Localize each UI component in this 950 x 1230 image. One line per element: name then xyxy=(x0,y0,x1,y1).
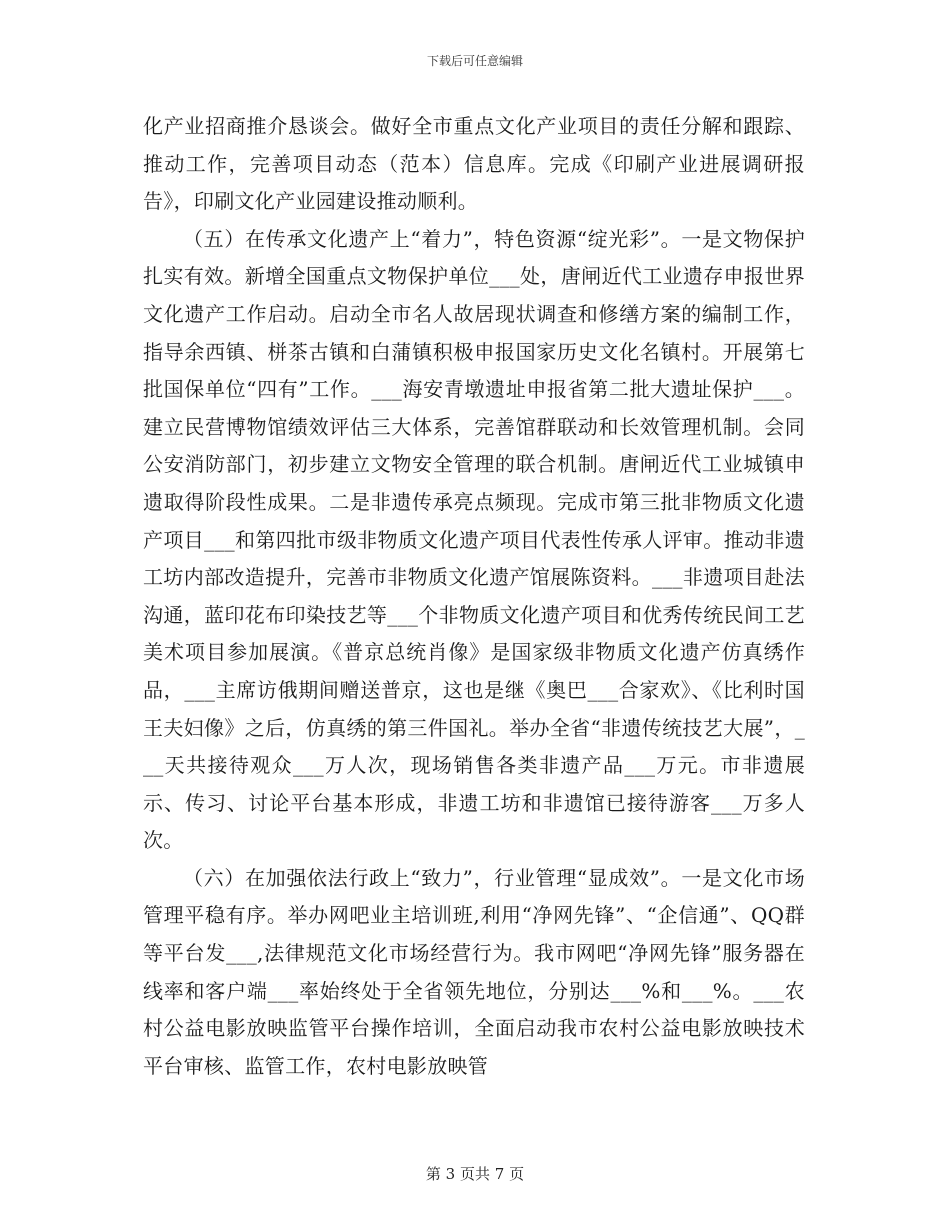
paragraph-section-six: （六）在加强依法行政上“致力”，行业管理“显成效”。一是文化市场管理平稳有序。举办网吧业主培训班,利用“净网先锋”、“企信通”、QQ群等平台发___,法律规范文化市场经营行为。我市网吧“净网先锋”服务器在线率和客户端___率始终处于全省领先地位，分别达___%和___%。___农村公益电影放映监管平台操作培训，全面启动我市农村公益电影放映技术平台审核、监管工作，农村电影放映管 xyxy=(143,865,805,1078)
page-header-note: 下载后可任意编辑 xyxy=(426,54,523,68)
paragraph-continuation: 化产业招商推介恳谈会。做好全市重点文化产业项目的责任分解和跟踪、推动工作，完善项目动态（范本）信息库。完成《印刷产业进展调研报告》，印刷文化产业园建设推动顺利。 xyxy=(143,114,805,214)
paragraph-section-five: （五）在传承文化遗产上“着力”，特色资源“绽光彩”。一是文物保护扎实有效。新增全国重点文物保护单位___处，唐闸近代工业遗存申报世界文化遗产工作启动。启动全市名人故居现状调查和修缮方案的编制工作，指导余西镇、栟茶古镇和白蒲镇积极申报国家历史文化名镇村。开展第七批国保单位“四有”工作。___海安青墩遗址申报省第二批大遗址保护___。建立民营博物馆绩效评估三大体系，完善馆群联动和长效管理机制。会同公安消防部门，初步建立文物安全管理的联合机制。唐闸近代工业城镇申遗取得阶段性成果。二是非遗传承亮点频现。完成市第三批非物质文化遗产项目___和第四批市级非物质文化遗产项目代表性传承人评审。推动非遗工坊内部改造提升，完善市非物质文化遗产馆展陈资料。___非遗项目赴法沟通，蓝印花布印染技艺等___个非物质文化遗产项目和优秀传统民间工艺美术项目参加展演。《普京总统肖像》是国家级非物质文化遗产仿真绣作品，___主席访俄期间赠送普京，这也是继《奥巴___合家欢》、《比利时国王夫妇像》之后，仿真绣的第三件国礼。举办全省“非遗传统技艺大展”，___天共接待观众___万人次，现场销售各类非遗产品___万元。市非遗展示、传习、讨论平台基本形成，非遗工坊和非遗馆已接待游客___万多人次。 xyxy=(143,226,805,853)
document-body xyxy=(143,108,805,1085)
page-number: 第 3 页共 7 页 xyxy=(425,1165,525,1183)
